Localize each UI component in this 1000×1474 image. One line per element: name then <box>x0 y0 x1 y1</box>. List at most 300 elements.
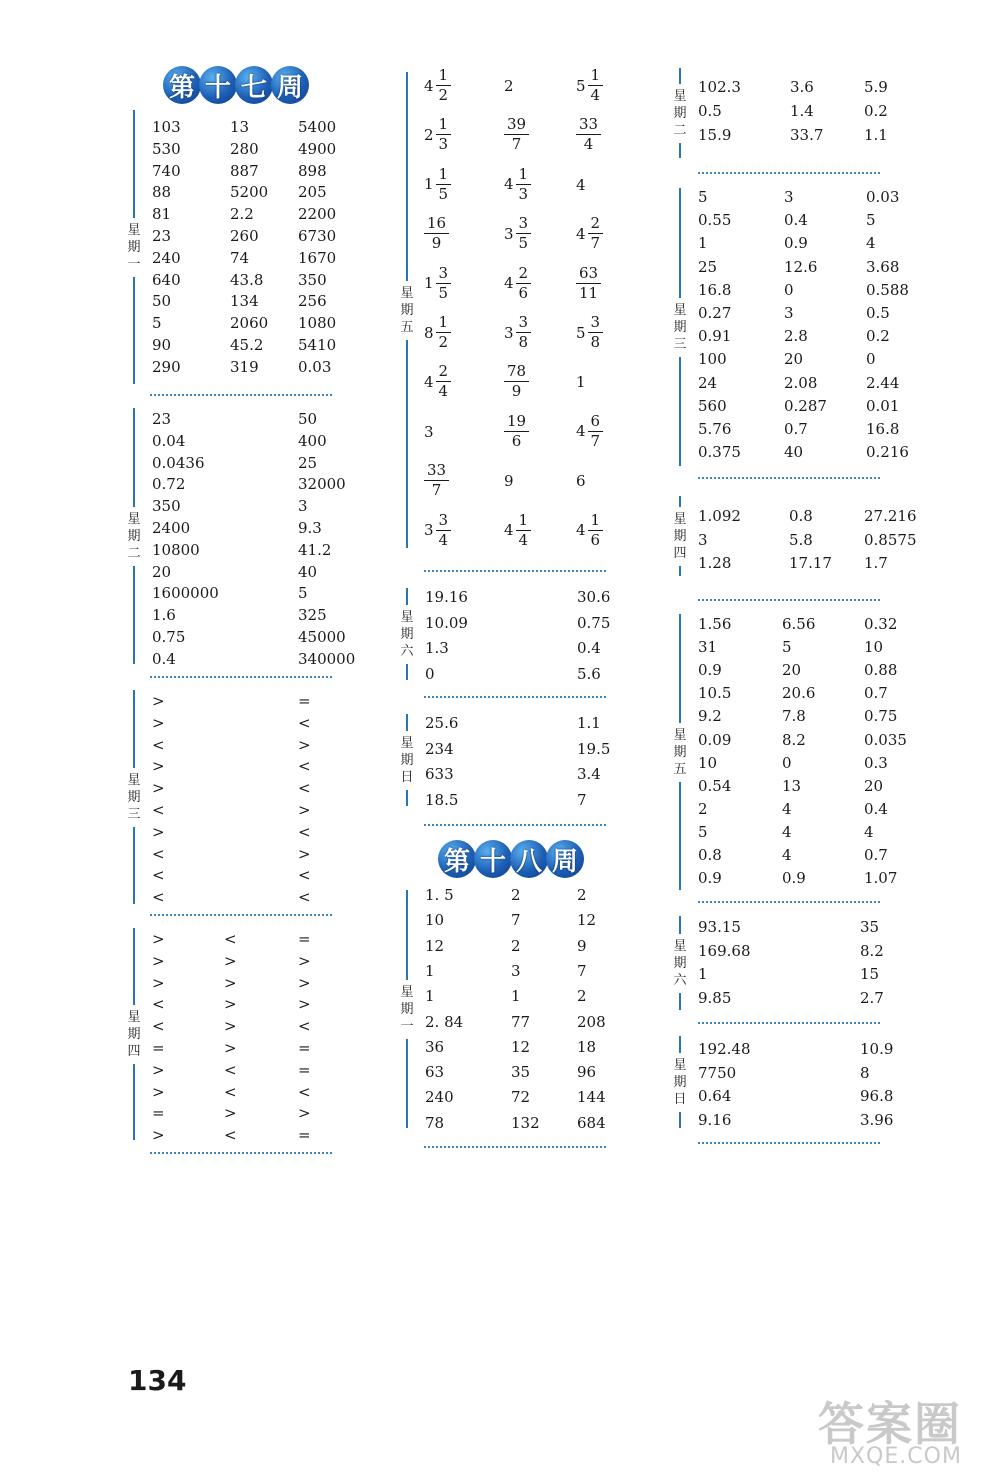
fraction-answer <box>504 362 529 401</box>
day-fri-wk18-label: 星期五 <box>673 727 687 777</box>
section-divider <box>698 901 880 903</box>
answer-cell: 0.09 <box>698 730 732 749</box>
answer-cell: 93.15 <box>698 918 741 936</box>
answer-cell: < <box>224 1060 237 1079</box>
answer-cell: 13 <box>782 776 802 795</box>
answer-cell: 7 <box>577 790 587 809</box>
numerator: 1 <box>436 115 452 135</box>
numerator: 1 <box>436 66 452 86</box>
whole-number: 3 <box>504 224 514 243</box>
answer-cell: = <box>298 1060 311 1079</box>
answer-cell: > <box>298 951 311 970</box>
answer-cell: 20 <box>782 661 802 680</box>
section-divider <box>698 1022 880 1024</box>
numerator: 78 <box>504 362 529 382</box>
answer-cell: 134 <box>230 292 259 311</box>
fraction-answer <box>504 214 531 253</box>
answer-cell: 0.4 <box>577 639 601 657</box>
answer-cell: 5 <box>698 822 708 841</box>
answer-cell: 1.4 <box>790 101 814 120</box>
answer-cell: 12 <box>577 911 597 930</box>
answer-cell: 78 <box>425 1113 445 1132</box>
numerator: 39 <box>504 115 529 135</box>
answer-cell: < <box>152 866 165 885</box>
answer-cell: 2.44 <box>866 373 900 392</box>
day-tue-wk17-bar <box>124 408 144 664</box>
week-title-char: 十 <box>474 840 512 878</box>
day-mon-wk18-label: 星期一 <box>400 984 414 1034</box>
fraction-answer <box>504 264 531 303</box>
answer-cell: 0.216 <box>866 443 909 462</box>
answer-cell: 0.0436 <box>152 453 205 472</box>
fraction-answer <box>424 313 451 352</box>
fraction-answer <box>424 264 451 303</box>
answer-cell: > <box>152 1082 165 1101</box>
fraction-answer <box>424 423 436 441</box>
answer-cell: 8.2 <box>860 941 884 960</box>
answer-cell: 5400 <box>298 118 337 136</box>
answer-cell: 3.4 <box>577 765 601 783</box>
answer-cell: 3 <box>698 530 708 549</box>
week-title-char: 八 <box>510 840 548 878</box>
section-divider <box>698 1142 880 1144</box>
numerator: 1 <box>516 511 532 531</box>
day-bar-line <box>406 1039 408 1129</box>
numerator: 16 <box>424 214 449 234</box>
whole-number: 4 <box>576 422 586 441</box>
answer-cell: 10 <box>864 638 884 657</box>
answer-cell: 23 <box>152 227 172 245</box>
fraction-answer <box>504 165 531 204</box>
section-divider <box>698 172 880 174</box>
answer-cell: 17.17 <box>789 554 832 573</box>
day-sun-wk17-bar <box>397 714 417 806</box>
day-bar-line <box>679 68 681 84</box>
whole-number: 1 <box>576 373 586 392</box>
answer-cell: 169.68 <box>698 941 751 960</box>
day-bar-line <box>133 277 135 385</box>
fraction-answer <box>424 511 451 550</box>
numerator: 2 <box>516 264 532 284</box>
answer-cell: < <box>152 801 165 819</box>
denominator: 5 <box>518 234 529 253</box>
numerator: 2 <box>588 214 604 234</box>
day-bar-line <box>679 993 681 1011</box>
day-bar-line <box>679 782 681 891</box>
answer-cell: 2.7 <box>860 988 884 1007</box>
day-bar-line <box>679 143 681 159</box>
answer-cell: 1 <box>698 234 708 253</box>
denominator: 7 <box>431 481 442 500</box>
answer-cell: 45000 <box>298 628 346 646</box>
day-bar-line <box>133 827 135 905</box>
answer-cell: 0.8575 <box>864 530 917 549</box>
answer-cell: 898 <box>298 161 327 180</box>
answer-cell: 290 <box>152 357 181 376</box>
answer-cell: < <box>298 757 311 776</box>
answer-cell: > <box>152 1060 165 1079</box>
answer-cell: 1.28 <box>698 554 732 573</box>
day-bar-line <box>406 340 408 549</box>
answer-cell: 9.2 <box>698 707 722 726</box>
numerator: 1 <box>436 313 452 333</box>
answer-cell: > <box>224 951 237 970</box>
fraction-answer <box>424 115 451 154</box>
answer-cell: 1.7 <box>864 554 888 573</box>
answer-cell: 0.5 <box>698 101 722 120</box>
section-divider <box>150 676 332 678</box>
whole-number: 9 <box>504 472 514 491</box>
answer-cell: 4 <box>864 822 874 841</box>
answer-cell: 72 <box>511 1088 531 1107</box>
answer-cell: 0.75 <box>152 628 186 646</box>
answer-cell: 5200 <box>230 183 269 202</box>
answer-cell: 1.6 <box>152 606 176 625</box>
answer-cell: 18.5 <box>425 790 459 809</box>
day-bar-line <box>406 714 408 731</box>
answer-cell: 5 <box>866 211 876 230</box>
answer-cell: > <box>152 951 165 970</box>
answer-cell: 0.035 <box>864 730 907 749</box>
numerator: 1 <box>436 165 452 185</box>
answer-cell: 90 <box>152 336 172 354</box>
answer-cell: 0.7 <box>864 684 888 703</box>
answer-cell: 0 <box>866 350 876 369</box>
denominator: 2 <box>438 333 449 351</box>
day-fri-wk17-bar <box>397 72 417 548</box>
numerator: 1 <box>588 511 604 531</box>
answer-cell: 35 <box>860 918 880 936</box>
fraction-answer <box>504 77 516 95</box>
answer-cell: 103 <box>152 118 181 136</box>
whole-number: 8 <box>424 323 434 342</box>
answer-cell: 40 <box>784 443 804 462</box>
fraction-answer <box>424 362 451 401</box>
answer-cell: 205 <box>298 183 327 202</box>
answer-cell: 350 <box>152 497 181 516</box>
numerator: 3 <box>436 511 452 531</box>
answer-cell: < <box>224 1126 237 1145</box>
answer-cell: 36 <box>425 1037 445 1056</box>
fraction <box>504 412 529 451</box>
answer-cell: 3.6 <box>790 78 814 96</box>
answer-cell: 8 <box>860 1063 870 1082</box>
fraction <box>588 412 604 451</box>
answer-cell: 16.8 <box>698 280 732 299</box>
answer-cell: < <box>298 1082 311 1101</box>
answer-cell: 0.54 <box>698 776 732 795</box>
whole-number: 3 <box>504 323 514 342</box>
answer-cell: 4900 <box>298 139 337 158</box>
answer-cell: 13 <box>230 118 250 136</box>
day-sat-wk17-bar <box>397 588 417 680</box>
answer-cell: 7 <box>577 961 587 980</box>
answer-cell: 100 <box>698 350 727 369</box>
answer-cell: 2 <box>511 886 521 904</box>
answer-cell: > <box>152 973 165 992</box>
numerator: 33 <box>576 115 601 135</box>
answer-cell: 0.9 <box>782 869 806 888</box>
denominator: 6 <box>511 431 522 450</box>
denominator: 8 <box>518 333 529 351</box>
answer-cell: > <box>152 1126 165 1145</box>
answer-cell: > <box>152 930 165 948</box>
day-bar-line <box>133 1064 135 1141</box>
answer-cell: 3.68 <box>866 257 900 276</box>
answer-cell: 50 <box>152 292 172 311</box>
answer-cell: 2 <box>698 799 708 818</box>
day-bar-line <box>133 690 135 768</box>
watermark-url: MXQE.COM <box>830 1444 962 1469</box>
answer-cell: 0.64 <box>698 1087 732 1105</box>
fraction <box>424 214 449 253</box>
answer-cell: 31 <box>698 638 718 657</box>
week-title-char: 第 <box>163 66 201 104</box>
whole-number: 4 <box>504 274 514 293</box>
answer-cell: 0.287 <box>784 396 827 415</box>
answer-cell: 10800 <box>152 540 200 559</box>
answer-cell: 0.88 <box>864 661 898 680</box>
numerator: 3 <box>588 313 604 333</box>
answer-cell: 41.2 <box>298 540 332 559</box>
day-wed-wk17-label: 星期三 <box>127 772 141 822</box>
answer-cell: > <box>298 801 311 819</box>
answer-cell: 132 <box>511 1113 540 1132</box>
week-title-badge <box>438 840 582 878</box>
answer-cell: = <box>152 1039 165 1057</box>
numerator: 1 <box>516 165 532 185</box>
denominator: 4 <box>583 135 594 154</box>
day-sun-wk18-bar <box>670 1036 690 1128</box>
answer-cell: 19.5 <box>577 739 611 758</box>
fraction <box>436 313 452 352</box>
whole-number: 4 <box>576 521 586 540</box>
answer-cell: 0.3 <box>864 753 888 772</box>
fraction-answer <box>424 165 451 204</box>
answer-cell: 9.85 <box>698 988 732 1007</box>
answer-cell: 16.8 <box>866 420 900 438</box>
fraction-answer <box>576 412 603 451</box>
answer-cell: 9.3 <box>298 519 322 537</box>
numerator: 3 <box>436 264 452 284</box>
whole-number: 4 <box>504 175 514 194</box>
answer-cell: 12 <box>511 1037 531 1056</box>
section-divider <box>698 477 880 479</box>
denominator: 4 <box>590 86 601 104</box>
numerator: 3 <box>516 313 532 333</box>
day-tue-wk18-bar <box>670 68 690 158</box>
answer-cell: > <box>298 995 311 1014</box>
answer-cell: 1.1 <box>577 714 601 732</box>
answer-cell: 640 <box>152 270 181 289</box>
answer-cell: 4 <box>782 822 792 841</box>
day-bar-line <box>406 890 408 980</box>
answer-cell: 1 <box>698 965 708 983</box>
answer-cell: 633 <box>425 765 454 783</box>
answer-cell: 1.07 <box>864 869 898 888</box>
answer-cell: 4 <box>782 846 792 864</box>
answer-cell: 7.8 <box>782 707 806 726</box>
whole-number: 2 <box>504 77 514 95</box>
day-mon-wk18-bar <box>397 890 417 1128</box>
answer-cell: 240 <box>152 248 181 267</box>
whole-number: 5 <box>576 76 586 95</box>
fraction <box>424 461 449 500</box>
day-bar-line <box>679 1036 681 1053</box>
answer-cell: < <box>152 735 165 754</box>
day-sun-wk18-label: 星期日 <box>673 1057 687 1107</box>
answer-cell: 0.9 <box>698 661 722 680</box>
answer-cell: 96 <box>577 1063 597 1082</box>
answer-cell: 0.375 <box>698 443 741 462</box>
answer-cell: = <box>298 1126 311 1145</box>
fraction <box>516 264 532 303</box>
whole-number: 4 <box>576 224 586 243</box>
answer-cell: 0.72 <box>152 475 186 494</box>
denominator: 5 <box>438 184 449 203</box>
answer-cell: 0.4 <box>152 649 176 668</box>
fraction-answer <box>576 472 588 490</box>
answer-cell: 530 <box>152 139 181 158</box>
answer-cell: 256 <box>298 292 327 311</box>
answer-cell: 10 <box>425 911 445 930</box>
answer-cell: 19.16 <box>425 588 468 606</box>
fraction-answer <box>576 176 588 194</box>
denominator: 11 <box>579 283 599 302</box>
answer-cell: 7750 <box>698 1063 737 1082</box>
answer-cell: 20.6 <box>782 684 816 703</box>
whole-number: 3 <box>424 422 434 441</box>
numerator: 3 <box>516 214 532 234</box>
whole-number: 4 <box>504 521 514 540</box>
answer-cell: 20 <box>784 350 804 369</box>
day-bar-line <box>133 566 135 665</box>
day-sat-wk18-label: 星期六 <box>673 938 687 988</box>
whole-number: 4 <box>576 175 586 194</box>
answer-cell: < <box>224 930 237 948</box>
answer-cell: 6.56 <box>782 615 816 633</box>
answer-cell: 5 <box>782 638 792 657</box>
answer-cell: 33.7 <box>790 125 824 144</box>
answer-cell: 325 <box>298 606 327 625</box>
answer-cell: 32000 <box>298 475 346 494</box>
answer-cell: 5.76 <box>698 420 732 438</box>
day-sun-wk17-label: 星期日 <box>400 735 414 785</box>
day-thu-wk17-label: 星期四 <box>127 1009 141 1059</box>
answer-cell: 24 <box>698 373 718 392</box>
answer-cell: 5.9 <box>864 78 888 96</box>
day-bar-line <box>679 916 681 934</box>
answer-cell: > <box>224 1039 237 1057</box>
denominator: 2 <box>438 86 449 104</box>
answer-cell: 45.2 <box>230 336 264 354</box>
answer-cell: 1080 <box>298 314 337 333</box>
answer-cell: = <box>298 692 311 710</box>
answer-cell: 1 <box>425 987 435 1006</box>
answer-cell: 4 <box>866 234 876 253</box>
answer-cell: 350 <box>298 270 327 289</box>
answer-cell: 1.1 <box>864 125 888 144</box>
day-wed-wk18-label: 星期三 <box>673 302 687 352</box>
denominator: 3 <box>438 135 449 154</box>
answer-cell: 240 <box>425 1088 454 1107</box>
answer-cell: < <box>152 844 165 863</box>
answer-cell: 2200 <box>298 205 337 224</box>
answer-cell: 25 <box>698 257 718 276</box>
answer-cell: 2.2 <box>230 205 254 224</box>
answer-cell: 3 <box>784 304 794 322</box>
answer-cell: 0.75 <box>864 707 898 726</box>
week-title-badge <box>163 66 307 104</box>
fraction <box>576 264 601 303</box>
answer-cell: 560 <box>698 396 727 415</box>
section-divider <box>424 696 606 698</box>
answer-cell: 0.32 <box>864 615 898 633</box>
day-tue-wk18-label: 星期二 <box>673 88 687 138</box>
answer-cell: 0.8 <box>789 507 813 525</box>
answer-cell: 740 <box>152 161 181 180</box>
day-fri-wk17-label: 星期五 <box>400 285 414 335</box>
fraction <box>516 214 532 253</box>
whole-number: 6 <box>576 472 586 491</box>
answer-cell: 63 <box>425 1063 445 1082</box>
answer-cell: 43.8 <box>230 270 264 289</box>
fraction-answer <box>576 214 603 253</box>
fraction-answer <box>504 472 516 490</box>
answer-cell: > <box>224 973 237 992</box>
section-divider <box>150 914 332 916</box>
answer-cell: 5 <box>698 188 708 206</box>
answer-cell: 23 <box>152 410 172 428</box>
week-title-char: 十 <box>199 66 237 104</box>
answer-cell: 0 <box>782 753 792 772</box>
answer-cell: 0.2 <box>866 327 890 346</box>
answer-cell: 3.96 <box>860 1110 894 1129</box>
answer-cell: < <box>298 822 311 841</box>
day-bar-line <box>133 408 135 507</box>
fraction <box>436 511 452 550</box>
answer-cell: 0.588 <box>866 280 909 299</box>
answer-cell: 234 <box>425 739 454 758</box>
answer-cell: 0.8 <box>698 846 722 864</box>
answer-cell: 30.6 <box>577 588 611 606</box>
answer-cell: > <box>152 713 165 732</box>
answer-cell: > <box>224 1017 237 1036</box>
numerator: 33 <box>424 461 449 481</box>
answer-cell: 40 <box>298 562 318 581</box>
answer-cell: < <box>152 1017 165 1036</box>
fraction <box>436 165 452 204</box>
answer-cell: 0.7 <box>784 420 808 438</box>
answer-cell: 88 <box>152 183 172 202</box>
answer-cell: 1600000 <box>152 584 219 603</box>
answer-cell: < <box>298 713 311 732</box>
answer-cell: 1670 <box>298 248 337 267</box>
page-number: 134 <box>128 1364 187 1397</box>
answer-cell: = <box>298 930 311 948</box>
denominator: 9 <box>431 234 442 253</box>
section-divider <box>424 824 606 826</box>
fraction-answer <box>424 461 449 500</box>
fraction <box>504 115 529 154</box>
answer-cell: 0.4 <box>784 211 808 230</box>
answer-cell: 96.8 <box>860 1087 894 1105</box>
day-wed-wk17-bar <box>124 690 144 904</box>
fraction-answer <box>504 412 529 451</box>
denominator: 5 <box>438 283 449 302</box>
answer-cell: 260 <box>230 227 259 245</box>
day-thu-wk18-bar <box>670 496 690 576</box>
